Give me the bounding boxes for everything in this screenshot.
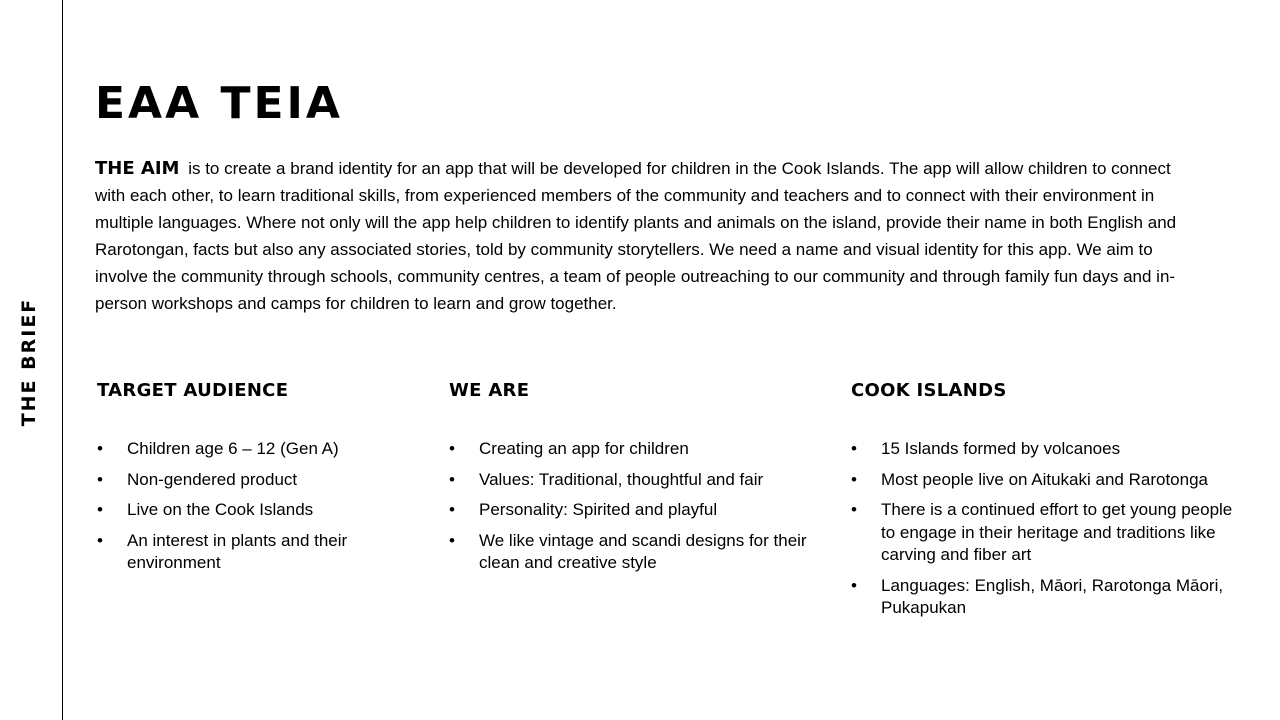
list-item-text: Live on the Cook Islands xyxy=(127,500,314,519)
bullet-icon: • xyxy=(97,500,103,519)
aim-paragraph xyxy=(95,155,1195,317)
list-item xyxy=(449,438,834,461)
list-item-text: Personality: Spirited and playful xyxy=(479,500,718,519)
we-are-heading: WE ARE xyxy=(449,380,530,401)
bullet-icon: • xyxy=(449,530,455,550)
bullet-icon: • xyxy=(449,500,455,519)
bullet-icon: • xyxy=(97,439,103,458)
page-title: EAA TEIA xyxy=(95,78,343,129)
list-item-text: There is a continued effort to get young people to engage in their heritage and traditions like carving and fiber art xyxy=(881,500,1233,564)
list-item xyxy=(449,469,834,492)
bullet-icon: • xyxy=(851,439,857,458)
we-are-column xyxy=(449,378,834,572)
aim-text: is to create a brand identity for an app that will be developed for children in the Cook Islands. The app will allow children to connect with each other, to learn traditional skills, from experienced members of the community and teachers and to connect with their environment in multiple languages. Where not only will the app help children to identify plants and animals on the island, provide their name in both English and Rarotongan, facts but also any associated stories, told by community storytellers. We need a name and visual identity for this app. We aim to involve the community through schools, community centres, a team of people outreaching to our community and through family fun days and in-person workshops and camps for children to learn and grow together. xyxy=(95,159,1177,313)
bullet-icon: • xyxy=(449,439,455,458)
list-item-text: Children age 6 – 12 (Gen A) xyxy=(127,439,339,458)
bullet-icon: • xyxy=(851,469,857,489)
bullet-icon: • xyxy=(851,500,857,519)
list-item-text: An interest in plants and their environment xyxy=(127,530,348,572)
vertical-divider xyxy=(62,0,63,720)
list-item-text: We like vintage and scandi designs for their clean and creative style xyxy=(479,530,807,572)
list-item xyxy=(449,499,834,522)
section-label: THE BRIEF xyxy=(18,297,40,427)
target-audience-column xyxy=(97,378,427,572)
list-item xyxy=(851,499,1241,567)
list-item-text: Values: Traditional, thoughtful and fair xyxy=(479,469,764,489)
list-item xyxy=(97,438,427,461)
bullet-icon: • xyxy=(97,530,103,550)
target-audience-list xyxy=(97,438,427,583)
bullet-icon: • xyxy=(97,469,103,489)
list-item xyxy=(851,469,1241,492)
bullet-icon: • xyxy=(851,575,857,595)
list-item-text: Non-gendered product xyxy=(127,469,298,489)
list-item xyxy=(97,499,427,522)
list-item-text: Creating an app for children xyxy=(479,439,689,458)
target-audience-heading: TARGET AUDIENCE xyxy=(97,380,289,401)
list-item xyxy=(851,438,1241,461)
cook-islands-column xyxy=(851,378,1241,617)
list-item-text: Most people live on Aitukaki and Rarotonga xyxy=(881,469,1208,489)
list-item-text: Languages: English, Māori, Rarotonga Māori, Pukapukan xyxy=(881,575,1224,617)
list-item xyxy=(97,469,427,492)
bullet-icon: • xyxy=(449,469,455,489)
we-are-list xyxy=(449,438,834,583)
list-item xyxy=(851,575,1241,620)
aim-label: THE AIM xyxy=(95,158,180,179)
list-item xyxy=(449,530,834,575)
list-item-text: 15 Islands formed by volcanoes xyxy=(881,439,1121,458)
cook-islands-list xyxy=(851,438,1241,628)
list-item xyxy=(97,530,427,575)
cook-islands-heading: COOK ISLANDS xyxy=(851,380,1007,401)
